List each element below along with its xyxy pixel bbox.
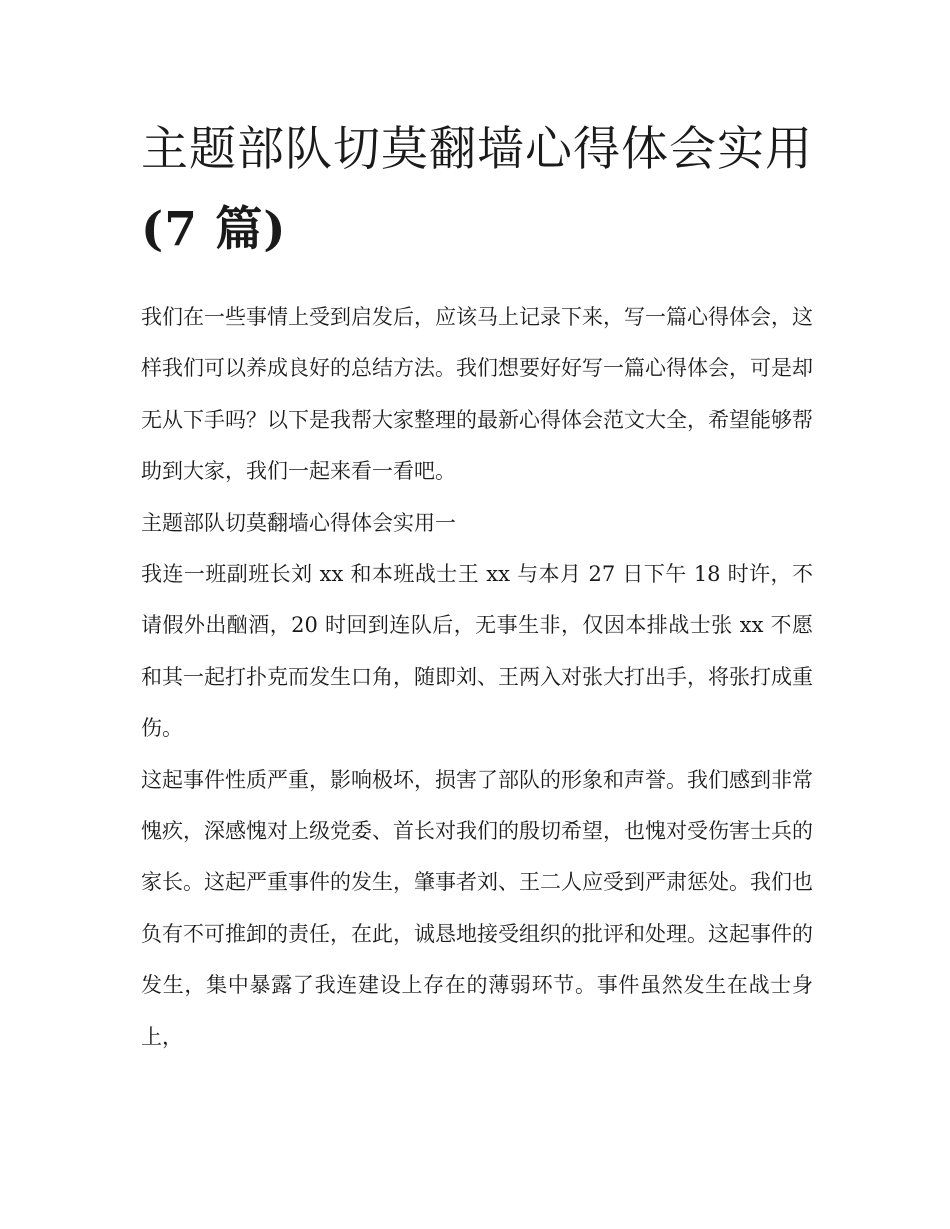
section-heading: 主题部队切莫翻墙心得体会实用一 [141,510,456,535]
document-title [141,110,813,270]
body-paragraph-1: 我连一班副班长刘 xx 和本班战士王 xx 与本月 27 日下午 18 时许，不请假外出酗酒，20 时回到连队后，无事生非，仅因本排战士张 xx 不愿和其一起打扑克而发生口角，随即刘、王两入对张大打出手，将张打成重伤。 [141,562,813,741]
body-paragraph-2: 这起事件性质严重，影响极坏，损害了部队的形象和声誉。我们感到非常愧疚，深感愧对上级党委、首长对我们的殷切希望，也愧对受伤害士兵的家长。这起严重事件的发生，肇事者刘、王二人应受到严肃惩处。我们也负有不可推卸的责任，在此，诚恳地接受组织的批评和处理。这起事件的发生，集中暴露了我连建设上存在的薄弱环节。事件虽然发生在战士身上， [141,767,813,1049]
intro-paragraph: 我们在一些事情上受到启发后，应该马上记录下来，写一篇心得体会，这样我们可以养成良好的总结方法。我们想要好好写一篇心得体会，可是却无从下手吗？以下是我帮大家整理的最新心得体会范文大全，希望能够帮助到大家，我们一起来看一看吧。 [141,305,813,484]
document-title-main: 主题部队切莫翻墙心得体会实用 [141,122,813,177]
document-page [141,110,813,1063]
document-title-suffix: (7 篇) [141,202,287,257]
